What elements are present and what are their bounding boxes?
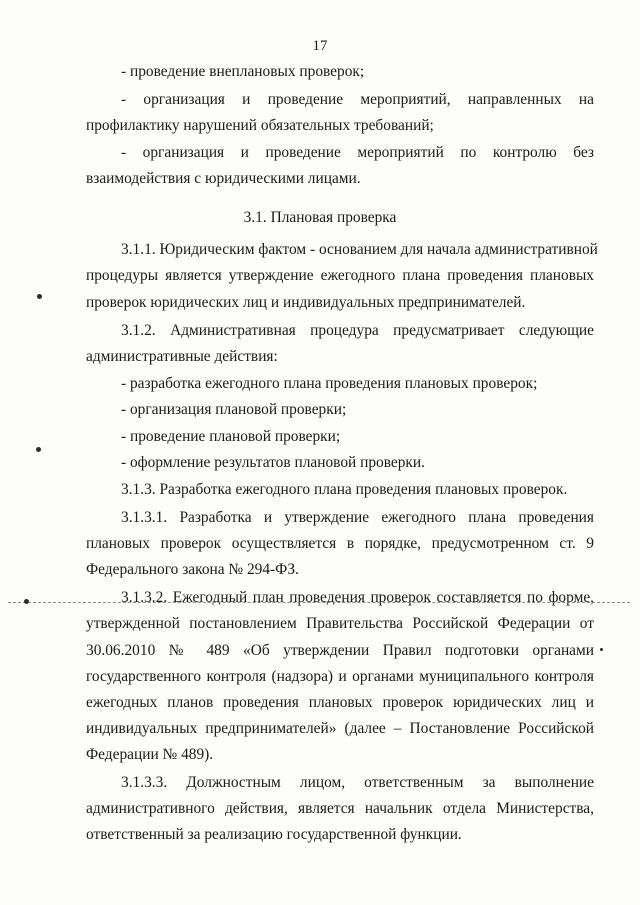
paragraph-line: Федерации № 489). (86, 746, 214, 763)
paragraph-line: 3.1.3.3. Должностным лицом, ответственным за выполнение (121, 774, 594, 791)
list-item: - организация и проведение мероприятий по контролю без (121, 144, 594, 161)
paragraph-line: ежегодных планов проведения плановых проверок юридических лиц и (86, 694, 594, 711)
scan-fold-line (8, 602, 630, 603)
paragraph-line: 3.1.2. Административная процедура предусматривает следующие (121, 322, 594, 339)
scan-speck (600, 648, 603, 651)
page-number: 17 (312, 38, 328, 54)
paragraph-line: государственного контроля (надзора) и органами муниципального контроля (86, 668, 594, 685)
paragraph-line: административного действия, является начальник отдела Министерства, (86, 800, 594, 817)
paragraph-line: 3.1.3.1. Разработка и утверждение ежегодного плана проведения (121, 509, 594, 526)
paragraph-line: 3.1.3. Разработка ежегодного плана проведения плановых проверок. (121, 481, 568, 498)
paragraph-line: 3.1.1. Юридическим фактом - основанием для начала административной (121, 241, 598, 258)
paragraph-line: ответственный за реализацию государственной функции. (86, 826, 462, 843)
action-item: - организация плановой проверки; (121, 401, 347, 418)
paragraph-line: административные действия: (86, 348, 278, 365)
hole-punch-mark (37, 294, 42, 299)
paragraph-line: процедуры является утверждение ежегодного плана проведения плановых (86, 267, 594, 284)
action-item: - проведение плановой проверки; (121, 428, 341, 445)
list-item: - организация и проведение мероприятий, направленных на (121, 91, 594, 108)
action-item: - разработка ежегодного плана проведения плановых проверок; (121, 375, 538, 392)
list-item-continuation: профилактику нарушений обязательных требований; (86, 117, 434, 134)
list-item-continuation: взаимодействия с юридическими лицами. (86, 170, 361, 187)
paragraph-line: проверок юридических лиц и индивидуальных предпринимателей. (86, 294, 526, 311)
hole-punch-mark (24, 599, 29, 604)
paragraph-line: 3.1.3.2. Ежегодный план проведения проверок составляется по форме, (121, 589, 594, 606)
paragraph-line: Федерального закона № 294-ФЗ. (86, 561, 299, 578)
paragraph-line: плановых проверок осуществляется в порядке, предусмотренном ст. 9 (86, 535, 594, 552)
section-heading: 3.1. Плановая проверка (243, 209, 397, 226)
paragraph-line: индивидуальных предпринимателей» (далее – Постановление Российской (86, 720, 594, 737)
action-item: - оформление результатов плановой проверки. (121, 454, 425, 471)
paragraph-line: 30.06.2010 № 489 «Об утверждении Правил подготовки органами (86, 642, 594, 659)
hole-punch-mark (36, 447, 41, 452)
list-item: - проведение внеплановых проверок; (121, 63, 365, 80)
paragraph-line: утвержденной постановлением Правительства Российской Федерации от (86, 615, 594, 632)
